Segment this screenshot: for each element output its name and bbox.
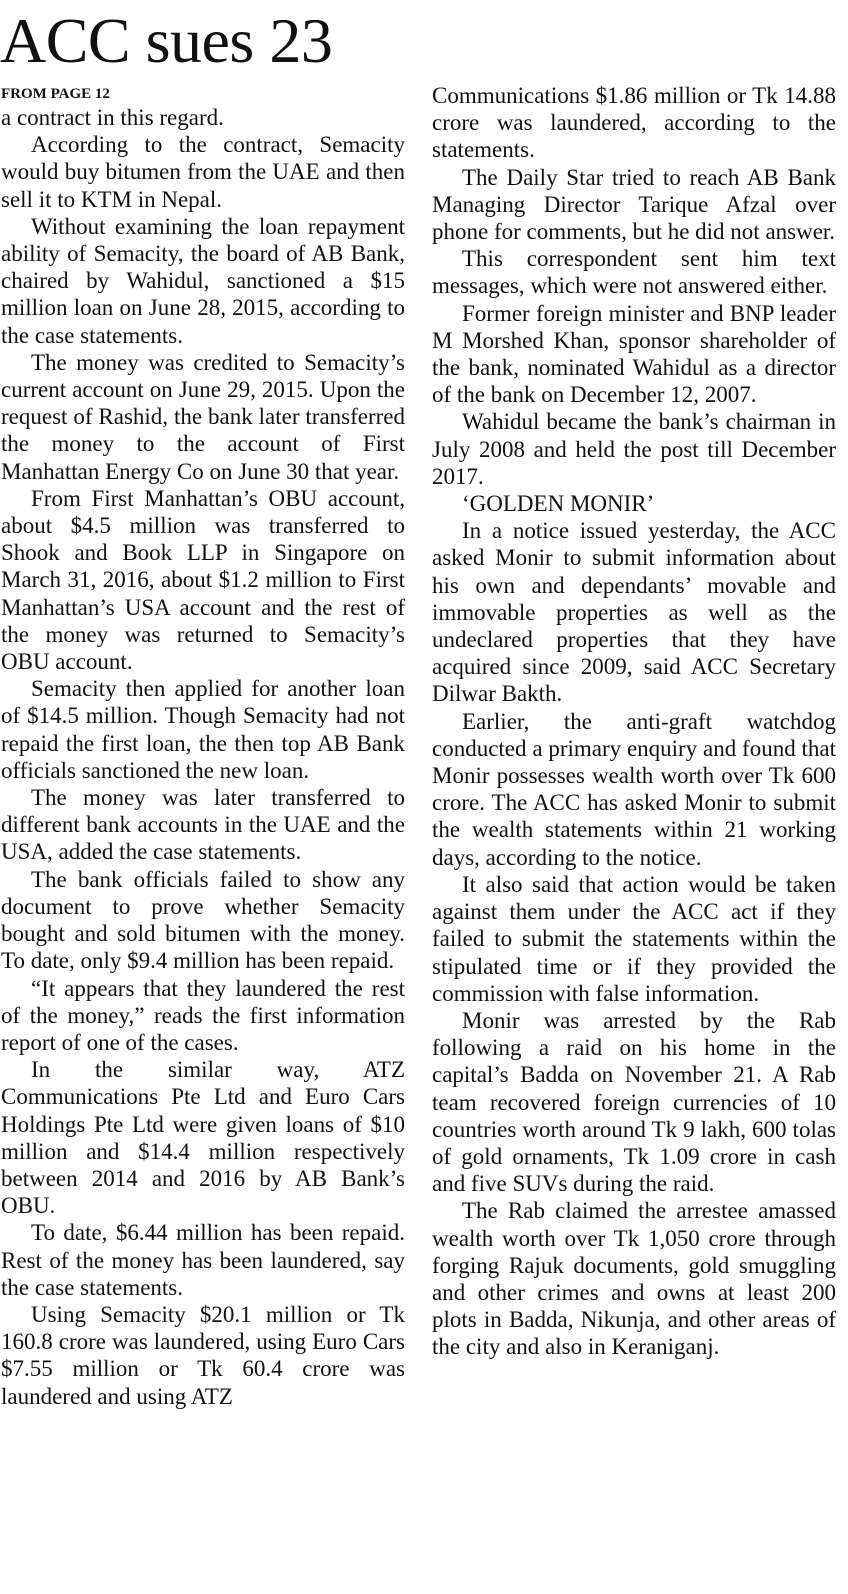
paragraph: Without examining the loan repayment ability of Semacity, the board of AB Bank, chaired by Wahidul, sanctioned a $15 million loan on June 28, 2015, according to the case statements. — [1, 213, 405, 348]
paragraph: Using Semacity $20.1 million or Tk 160.8 crore was laundered, using Euro Cars $7.55 million or Tk 60.4 crore was laundered and using ATZ — [1, 1301, 405, 1409]
paragraph: It also said that action would be taken against them under the ACC act if they failed to submit the statements within the stipulated time or if they provided the commission with false information. — [432, 871, 836, 1006]
subheading: ‘GOLDEN MONIR’ — [462, 491, 655, 517]
paragraph: From First Manhattan’s OBU account, about $4.5 million was transferred to Shook and Book LLP in Singapore on March 31, 2016, about $1.2 million to First Manhattan’s USA account and the rest of the money was returned to Semacity’s OBU account. — [1, 485, 405, 675]
paragraph: The Rab claimed the arrestee amassed wealth worth over Tk 1,050 crore through forging Rajuk documents, gold smuggling and other crimes and owns at least 200 plots in Badda, Nikunja, and other areas of the city and also in Keraniganj. — [432, 1198, 836, 1360]
left-paragraphs — [1, 104, 405, 1410]
paragraph: Semacity then applied for another loan of $14.5 million. Though Semacity had not repaid the first loan, the then top AB Bank officials sanctioned the new loan. — [1, 676, 405, 783]
paragraph: Communications $1.86 million or Tk 14.88 crore was laundered, according to the statements. — [432, 83, 836, 163]
paragraph: In a notice issued yesterday, the ACC asked Monir to submit information about his own and dependants’ movable and immovable properties as well as the undeclared properties that they have acquired since 2009, said ACC Secretary Dilwar Bakth. — [432, 518, 836, 707]
paragraph: To date, $6.44 million has been repaid. Rest of the money has been laundered, say the case statements. — [1, 1220, 405, 1300]
right-column — [432, 82, 836, 1361]
paragraph: a contract in this regard. — [1, 105, 224, 130]
paragraph: “It appears that they laundered the rest of the money,” reads the first information report of one of the cases. — [1, 975, 405, 1055]
paragraph: The money was later transferred to different bank accounts in the UAE and the USA, added the case statements. — [1, 785, 405, 865]
jump-line: FROM PAGE 12 — [1, 86, 110, 102]
paragraph: According to the contract, Semacity would buy bitumen from the UAE and then sell it to KTM in Nepal. — [1, 132, 405, 212]
paragraph: In the similar way, ATZ Communications Pte Ltd and Euro Cars Holdings Pte Ltd were given loans of $10 million and $14.4 million respectively between 2014 and 2016 by AB Bank’s OBU. — [1, 1057, 405, 1219]
paragraph: Wahidul became the bank’s chairman in July 2008 and held the post till December 2017. — [432, 409, 836, 489]
paragraph: Earlier, the anti-graft watchdog conducted a primary enquiry and found that Monir possesses wealth worth over Tk 600 crore. The ACC has asked Monir to submit the wealth statements within 21 working days, according to the notice. — [432, 708, 836, 870]
headline: ACC sues 23 — [0, 5, 333, 76]
paragraph: The money was credited to Semacity’s current account on June 29, 2015. Upon the request of Rashid, the bank later transferred the money to the account of First Manhattan Energy Co on June 30 that year. — [1, 349, 405, 484]
left-column — [1, 84, 405, 1410]
paragraph: The Daily Star tried to reach AB Bank Managing Director Tarique Afzal over phone for comments, but he did not answer. — [432, 164, 836, 245]
paragraph: This correspondent sent him text messages, which were not answered either. — [432, 246, 836, 299]
right-paragraphs — [432, 82, 836, 1361]
paragraph: Monir was arrested by the Rab following a raid on his home in the capital’s Badda on November 21. A Rab team recovered foreign currencies of 10 countries worth around Tk 9 lakh, 600 tolas of gold ornaments, Tk 1.09 crore in cash and five SUVs during the raid. — [432, 1007, 836, 1197]
paragraph: The bank officials failed to show any document to prove whether Semacity bought and sold bitumen with the money. To date, only $9.4 million has been repaid. — [1, 866, 405, 974]
paragraph: Former foreign minister and BNP leader M Morshed Khan, sponsor shareholder of the bank, nominated Wahidul as a director of the bank on December 12, 2007. — [432, 300, 836, 408]
